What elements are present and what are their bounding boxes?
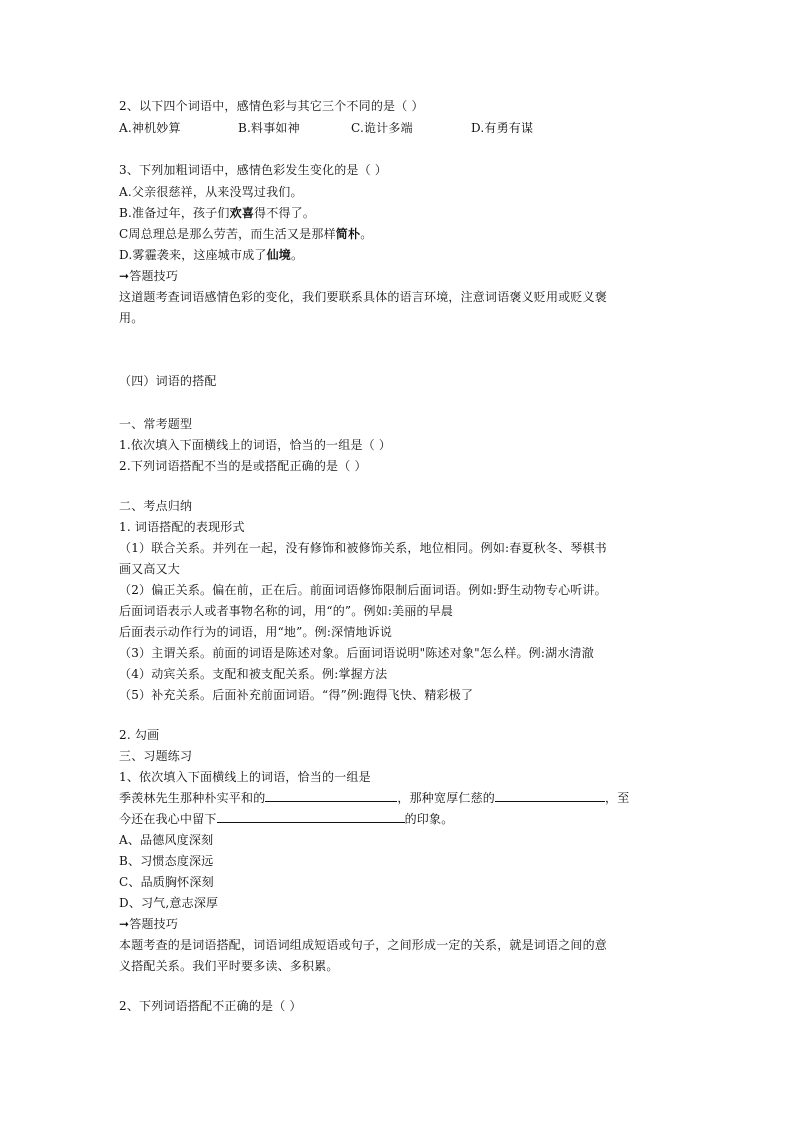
part-heading: 三、习题练习 [119,749,193,763]
exercise-1-option-c: C、品质胸怀深刻 [119,875,214,889]
subheading: 1. 词语搭配的表现形式 [119,520,245,534]
part-heading: 二、考点归纳 [119,499,193,513]
option-c: C.诡计多端 [351,121,413,135]
option-a: A.神机妙算 [119,121,181,135]
answer-blank [217,811,405,823]
exercise-1-option-a: A、品德风度深刻 [119,833,214,847]
subheading: 2. 勾画 [119,728,160,742]
tip-heading: ➞答题技巧 [119,269,179,283]
tip-text-line2: 用。 [119,311,144,325]
section-title: （四）词语的搭配 [119,374,217,388]
question-2-options [119,120,579,136]
exercise-2-stem: 2、下列词语搭配不正确的是（ ） [119,999,302,1013]
exercise-1-stem: 1、依次填入下面横线上的词语，恰当的一组是 [119,770,371,784]
bold-word: 仙境 [266,248,292,262]
paragraph-line: 后面词语表示人或者事物名称的词，用“的”。例如:美丽的早晨 [119,604,454,618]
paragraph-line: （4）动宾关系。支配和被支配关系。例:掌握方法 [119,667,388,681]
tip-text-line2: 义搭配关系。我们平时要多读、多积累。 [119,959,339,973]
paragraph-line: （2）偏正关系。偏在前，正在后。前面词语修饰限制后面词语。例如:野生动物专心听讲。 [119,583,607,597]
tip-text-line1: 这道题考查词语感情色彩的变化，我们要联系具体的语言环境，注意词语褒义贬用或贬义褒 [119,290,608,304]
tip-heading: ➞答题技巧 [119,917,179,931]
bold-word: 简朴 [335,227,361,241]
tip-text-line1: 本题考查的是词语搭配，词语词组成短语或句子，之间形成一定的关系，就是词语之间的意 [119,938,608,952]
question-3-option-a: A.父亲很慈祥，从来没骂过我们。 [119,185,303,199]
paragraph-line: （3）主谓关系。前面的词语是陈述对象。后面词语说明"陈述对象"怎么样。例:湖水清澈 [119,646,594,660]
question-2-stem: 2、以下四个词语中，感情色彩与其它三个不同的是（ ） [119,99,424,113]
exercise-1-option-d: D、习气,意志深厚 [119,896,219,910]
paragraph-line: 画又高又大 [119,562,181,576]
paragraph-line: （5）补充关系。后面补充前面词语。“得”例:跑得飞快、精彩极了 [119,688,474,702]
answer-blank [265,790,397,802]
answer-blank [495,790,605,802]
option-d: D.有勇有谋 [471,121,534,135]
paragraph-line: （1）联合关系。并列在一起，没有修饰和被修饰关系，地位相同。例如:春夏秋冬、琴棋书 [119,541,607,555]
question-3-stem: 3、下列加粗词语中，感情色彩发生变化的是（ ） [119,163,388,177]
question-3-option-c: C周总理总是那么劳苦，而生活又是那样简朴。 [119,227,373,241]
question-3-option-d: D.雾霾袭来，这座城市成了仙境。 [119,248,304,262]
list-item: 2.下列词语搭配不当的是或搭配正确的是（ ） [119,459,367,473]
exercise-1-option-b: B、习惯态度深远 [119,854,214,868]
paragraph-line: 后面表示动作行为的词语，用“地”。例:深情地诉说 [119,625,393,639]
part-heading: 一、常考题型 [119,417,193,431]
option-b: B.料事如神 [238,121,300,135]
fill-blank-line1: 季羡林先生那种朴实平和的 ，那种宽厚仁慈的 ，至 [119,791,630,805]
bold-word: 欢喜 [229,206,255,220]
list-item: 1.依次填入下面横线上的词语，恰当的一组是（ ） [119,438,392,452]
question-3-option-b: B.准备过年，孩子们欢喜得不得了。 [119,206,316,220]
fill-blank-line2: 今还在我心中留下 的印象。 [119,812,454,826]
